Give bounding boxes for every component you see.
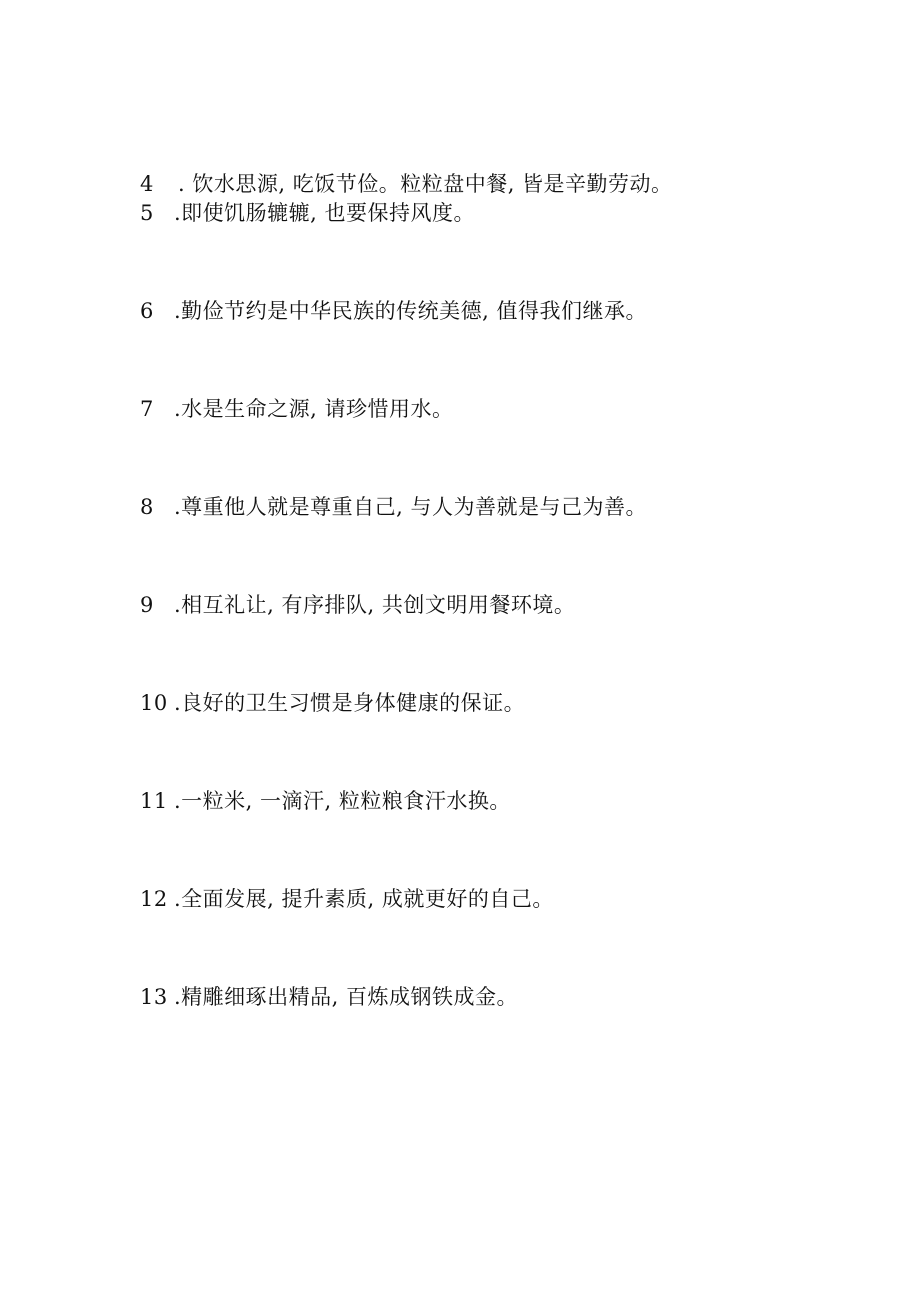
slogan-item-9: [140, 591, 575, 619]
item-text: .尊重他人就是尊重自己, 与人为善就是与己为善。: [174, 495, 648, 519]
slogan-item-10: [140, 689, 525, 717]
item-text: .良好的卫生习惯是身体健康的保证。: [174, 691, 526, 715]
item-number: 5: [140, 201, 154, 225]
slogan-item-7: [140, 395, 454, 423]
item-number: 6: [140, 299, 154, 323]
item-number: 11: [140, 789, 168, 813]
item-number: 4: [140, 172, 154, 196]
item-text: .相互礼让, 有序排队, 共创文明用餐环境。: [174, 593, 576, 617]
item-number: 7: [140, 397, 154, 421]
item-text: .全面发展, 提升素质, 成就更好的自己。: [174, 887, 554, 911]
slogan-item-12: [140, 885, 554, 913]
item-text: .水是生命之源, 请珍惜用水。: [174, 397, 454, 421]
item-text: .勤俭节约是中华民族的传统美德, 值得我们继承。: [174, 299, 648, 323]
slogan-item-11: [140, 787, 511, 815]
slogan-item-4: [140, 170, 673, 198]
item-number: 13: [140, 985, 168, 1009]
slogan-item-5: [140, 199, 475, 227]
slogan-item-6: [140, 297, 647, 325]
item-text: .精雕细琢出精品, 百炼成钢铁成金。: [174, 985, 519, 1009]
item-number: 8: [140, 495, 154, 519]
item-number: 10: [140, 691, 168, 715]
item-text: .即使饥肠辘辘, 也要保持风度。: [174, 201, 476, 225]
slogan-item-8: [140, 493, 647, 521]
item-number: 12: [140, 887, 168, 911]
item-number: 9: [140, 593, 154, 617]
item-text: .一粒米, 一滴汗, 粒粒粮食汗水换。: [174, 789, 511, 813]
slogan-item-13: [140, 983, 518, 1011]
item-text: . 饮水思源, 吃饭节俭。粒粒盘中餐, 皆是辛勤劳动。: [178, 172, 673, 196]
